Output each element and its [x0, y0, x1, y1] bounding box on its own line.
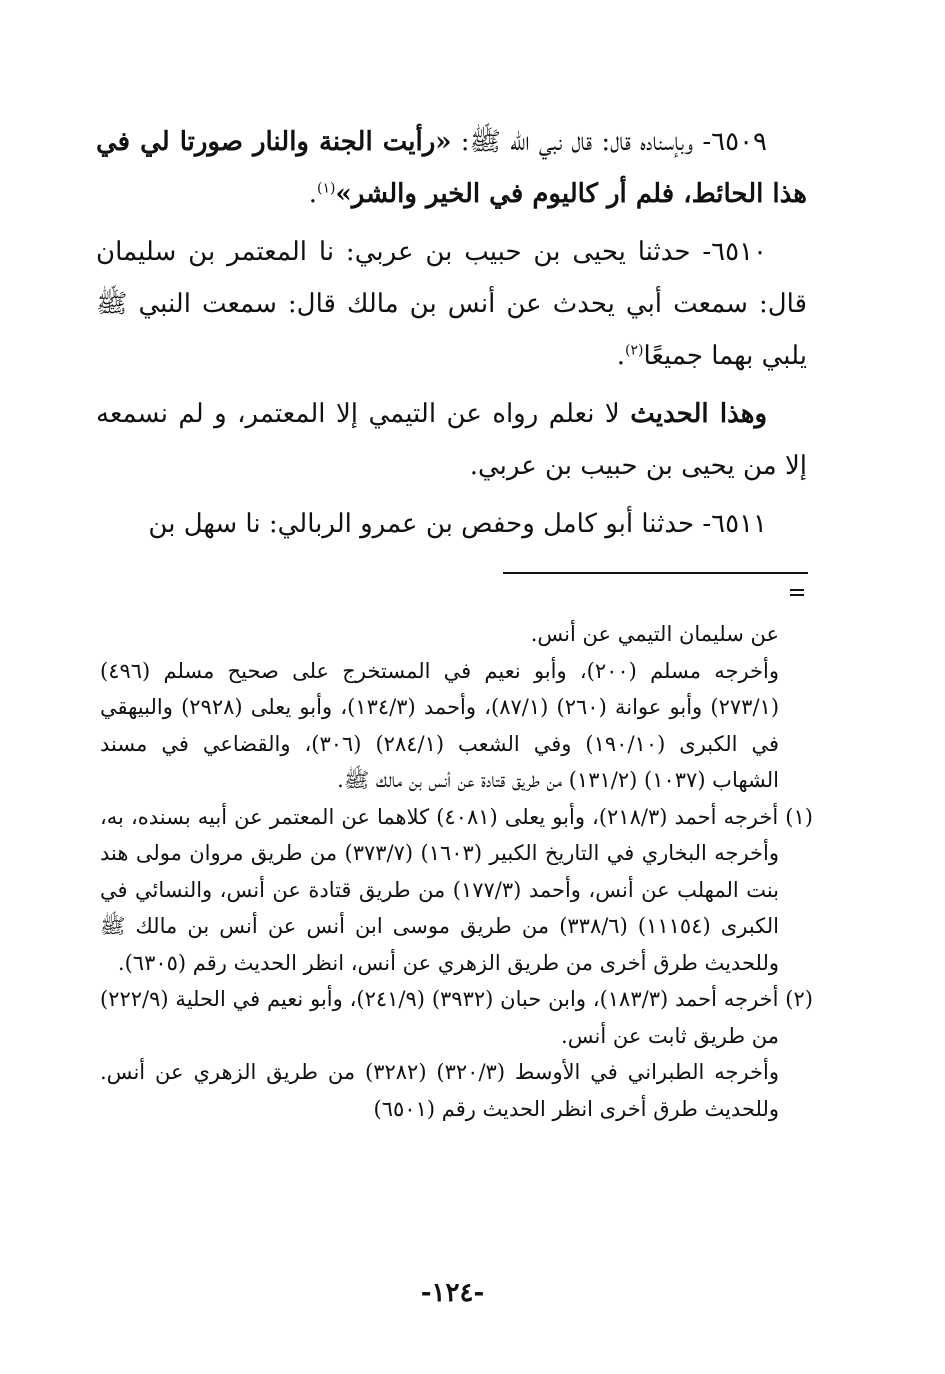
- comment-rest: لا نعلم رواه عن التيمي إلا المعتمر، و لم نسمعه إلا من يحيى بن حبيب بن عربي.: [96, 399, 807, 481]
- hadith-6509: [96, 116, 807, 220]
- comment-lead: وهذا الحديث: [630, 399, 767, 429]
- footnote-continuation-line: عن سليمان التيمي عن أنس.: [530, 622, 779, 646]
- hadith-6511: [96, 498, 807, 550]
- page-footer: [0, 1278, 945, 1308]
- footnote-2: (٢) أخرجه أحمد (١٨٣/٣)، وابن حبان (٣٩٣٢) (٢٤١/٩)، وأبو نعيم في الحلية (٢٢٢/٩) من طريق ثابت عن أنس.: [100, 987, 813, 1048]
- continuation-mark: [790, 589, 804, 599]
- footnote-1: (١) أخرجه أحمد (٢١٨/٣)، وأبو يعلى (٤٠٨١) كلاهما عن المعتمر عن أبيه بسنده، به، وأخرجه البخاري في التاريخ الكبير (١٦٠٣) (٣٧٣/٧) من طريق مروان مولى هند بنت المهلب عن أنس، وأحمد (١٧٧/٣) من طريق قتادة عن أنس، والنسائي في الكبرى (١١١٥٤) (٣٣٨/٦) من طريق موسى ابن أنس عن أنس بن مالك ﷺ وللحديث طرق أخرى من طريق الزهري عن أنس، انظر الحديث رقم (٦٣٠٥).: [100, 804, 813, 975]
- footnote-separator: [503, 572, 808, 574]
- footnotes: [100, 616, 813, 1127]
- footnote-ref-2: (٢): [625, 342, 644, 359]
- footnote-continuation-paragraph: وأخرجه مسلم (٢٠٠)، وأبو نعيم في المستخرج على صحيح مسلم (٤٩٦) (٢٧٣/١) وأبو عوانة (٢٦٠) (٨٧/١)، وأحمد (١٣٤/٣)، وأبو يعلى (٢٩٢٨) والبيهقي في الكبرى (١٩٠/١٠) وفي الشعب (٢٨٤/١) (٣٠٦)، والقضاعي في مسند الشهاب (١٠٣٧) (١٣١/٢) من طريق قتادة عن أنس بن مالك ﷺ.: [100, 658, 780, 792]
- comment-paragraph: [96, 388, 807, 492]
- hadith-6510: [96, 226, 807, 382]
- page-number: -١٢٤-: [420, 1278, 485, 1308]
- hadith-6509-end: .: [308, 179, 317, 209]
- footnote-ref-1: (١): [317, 180, 336, 197]
- hadith-6510-text: ٦٥١٠- حدثنا يحيى بن حبيب بن عربي: نا المعتمر بن سليمان قال: سمعت أبي يحدث عن أنس بن مالك قال: سمعت النبي ﷺ يلبي بهما جميعًا: [96, 237, 807, 371]
- main-text: [96, 116, 807, 556]
- hadith-6511-text: ٦٥١١- حدثنا أبو كامل وحفص بن عمرو الربالي: نا سهل بن: [148, 509, 767, 539]
- hadith-6509-intro: ٦٥٠٩- وبإسناده قال: قال نبي الله ﷺ:: [451, 127, 767, 157]
- hadith-6509-quote: «رأيت الجنة والنار صورتا لي في هذا الحائط، فلم أر كاليوم في الخير والشر»: [96, 127, 807, 209]
- hadith-6510-end: .: [616, 341, 626, 371]
- footnote-2-continuation: وأخرجه الطبراني في الأوسط (٣٢٠/٣) (٣٢٨٢) من طريق الزهري عن أنس. وللحديث طرق أخرى انظر الحديث رقم (٦٥٠١): [100, 1060, 779, 1121]
